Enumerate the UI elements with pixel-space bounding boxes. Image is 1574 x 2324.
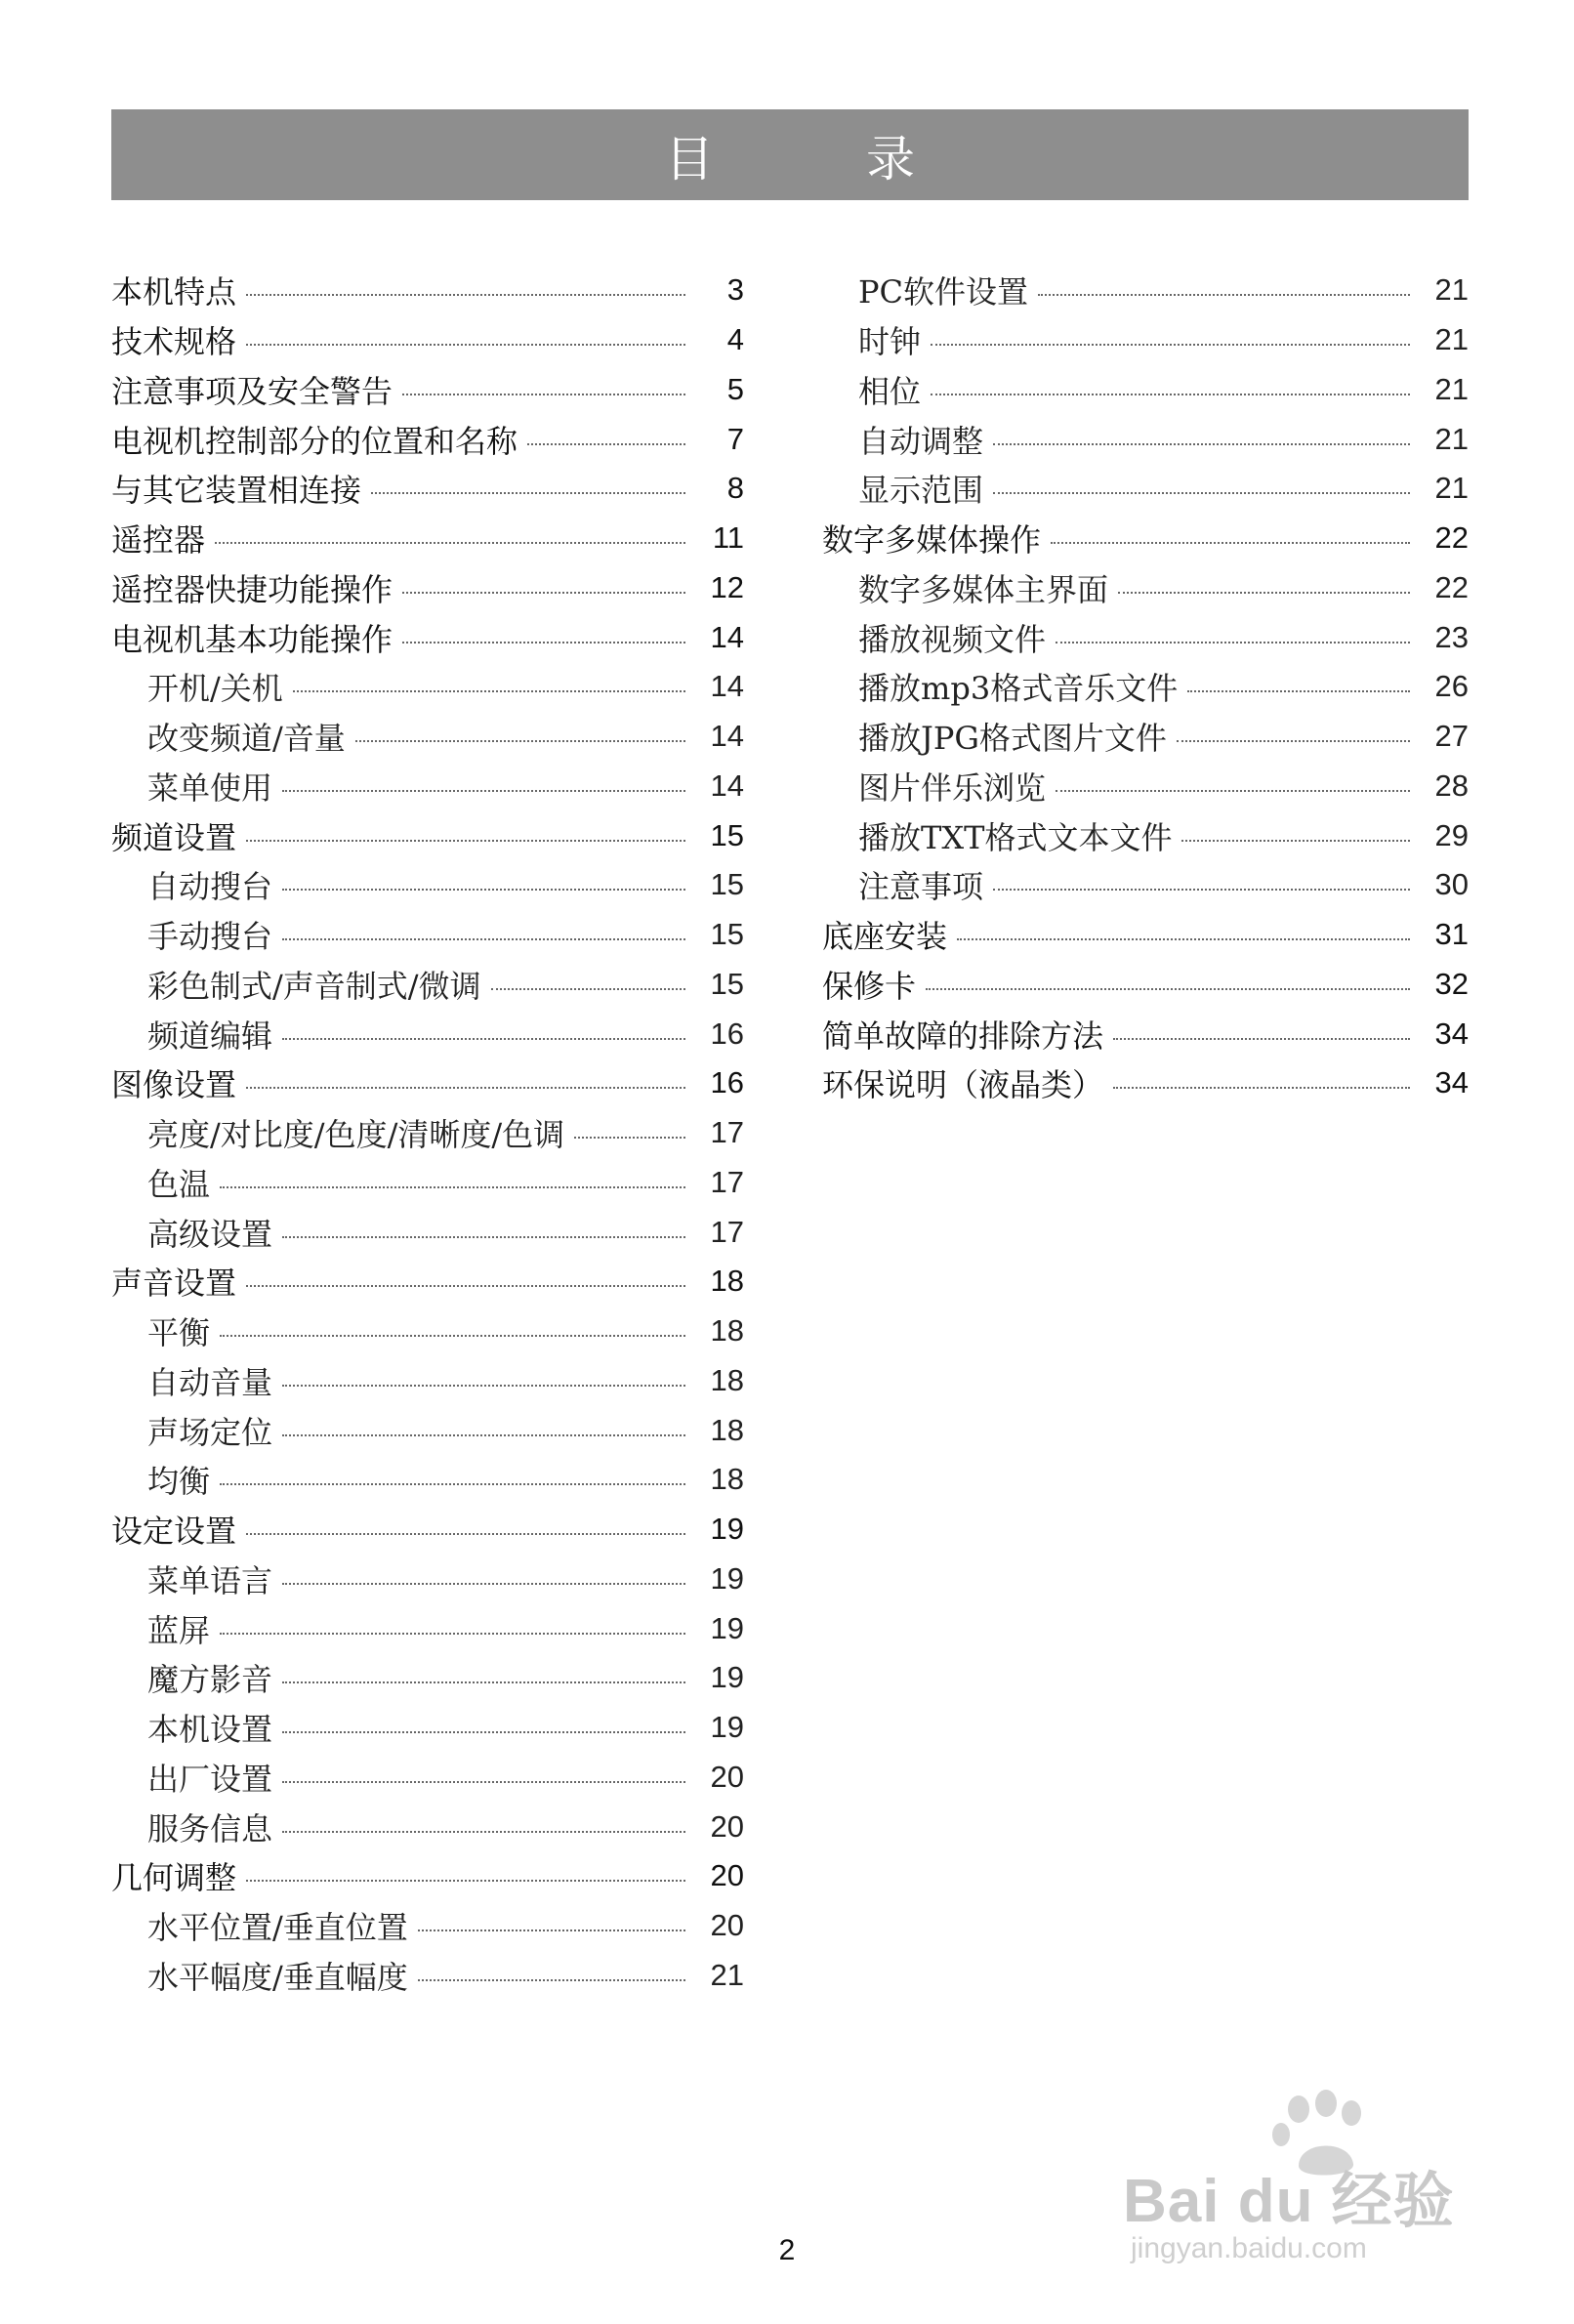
toc-entry-page: 20 [710, 1808, 744, 1844]
toc-entry-label: 出厂设置 [147, 1760, 273, 1798]
dot-leader [246, 1880, 685, 1882]
dot-leader [993, 492, 1410, 494]
toc-chapter-entry [111, 266, 744, 315]
toc-entry-page: 19 [710, 1512, 744, 1547]
toc-entry-label: 菜单语言 [147, 1561, 273, 1599]
toc-entry-page: 18 [710, 1362, 744, 1397]
toc-section-entry [111, 860, 744, 910]
dot-leader [282, 1731, 685, 1733]
toc-entry-label: 声音设置 [111, 1265, 237, 1303]
toc-entry-label: 显示范围 [858, 472, 984, 510]
dot-leader [371, 492, 685, 494]
toc-right-column [822, 266, 1469, 1108]
toc-section-entry [111, 762, 744, 811]
toc-entry-page: 15 [710, 917, 744, 952]
toc-entry-label: 图片伴乐浏览 [858, 768, 1047, 807]
dot-leader [1118, 592, 1410, 594]
dot-leader [282, 1831, 685, 1833]
toc-section-entry [822, 365, 1469, 415]
toc-section-entry [822, 810, 1469, 860]
toc-entry-page: 22 [1434, 569, 1469, 604]
toc-title-bar [111, 109, 1469, 200]
toc-entry-page: 18 [710, 1462, 744, 1497]
dot-leader [402, 394, 685, 395]
toc-entry-page: 19 [710, 1660, 744, 1695]
toc-section-entry [111, 662, 744, 712]
toc-entry-page: 23 [1434, 619, 1469, 654]
dot-leader [993, 889, 1410, 891]
toc-section-entry [111, 1207, 744, 1257]
toc-section-entry [822, 315, 1469, 365]
toc-entry-label: 播放视频文件 [858, 620, 1047, 658]
toc-entry-label: 声场定位 [147, 1413, 273, 1451]
toc-section-entry [822, 266, 1469, 315]
toc-entry-page: 21 [1434, 322, 1469, 357]
toc-section-entry [111, 960, 744, 1010]
dot-leader [926, 988, 1410, 990]
toc-entry-page: 20 [710, 1759, 744, 1794]
toc-chapter-entry [111, 315, 744, 365]
toc-entry-label: 自动音量 [147, 1363, 273, 1401]
dot-leader [418, 1930, 685, 1931]
toc-section-entry [822, 464, 1469, 514]
toc-section-entry [822, 712, 1469, 762]
toc-entry-page: 16 [710, 1016, 744, 1051]
toc-section-entry [111, 712, 744, 762]
toc-entry-page: 21 [1434, 371, 1469, 406]
toc-entry-label: 本机设置 [147, 1711, 273, 1749]
dot-leader [1187, 690, 1410, 692]
toc-entry-label: 底座安装 [822, 918, 948, 956]
dot-leader [491, 988, 685, 990]
dot-leader [1051, 542, 1410, 544]
dot-leader [402, 592, 685, 594]
toc-entry-label: 电视机控制部分的位置和名称 [111, 422, 518, 460]
toc-section-entry [822, 612, 1469, 662]
dot-leader [993, 443, 1410, 445]
toc-entry-label: 自动搜台 [147, 868, 273, 906]
toc-entry-label: 播放JPG格式图片文件 [858, 720, 1167, 758]
toc-entry-label: 几何调整 [111, 1859, 237, 1897]
toc-chapter-entry [111, 514, 744, 563]
toc-section-entry [111, 1307, 744, 1356]
toc-entry-page: 30 [1434, 867, 1469, 902]
toc-entry-label: 数字多媒体操作 [822, 521, 1042, 560]
dot-leader [220, 1186, 685, 1188]
toc-section-entry [822, 563, 1469, 613]
toc-entry-label: PC软件设置 [858, 273, 1029, 311]
dot-leader [1113, 1087, 1410, 1089]
toc-chapter-entry [111, 1505, 744, 1555]
toc-entry-label: 保修卡 [822, 967, 917, 1005]
toc-section-entry [822, 762, 1469, 811]
dot-leader [282, 1236, 685, 1238]
dot-leader [220, 1483, 685, 1485]
dot-leader [293, 690, 685, 692]
dot-leader [282, 1781, 685, 1783]
toc-entry-label: 高级设置 [147, 1215, 273, 1253]
toc-entry-label: 水平幅度/垂直幅度 [147, 1958, 408, 1996]
toc-chapter-entry [111, 464, 744, 514]
dot-leader [220, 1335, 685, 1337]
toc-chapter-entry [111, 365, 744, 415]
toc-entry-page: 34 [1434, 1016, 1469, 1051]
toc-entry-page: 22 [1434, 520, 1469, 556]
toc-entry-label: 播放mp3格式音乐文件 [858, 670, 1179, 708]
dot-leader [246, 1087, 685, 1089]
toc-entry-label: 平衡 [147, 1314, 211, 1352]
toc-chapter-entry [111, 1851, 744, 1901]
dot-leader [246, 1285, 685, 1287]
dot-leader [282, 790, 685, 792]
toc-entry-page: 14 [710, 669, 744, 704]
dot-leader [1177, 740, 1410, 742]
dot-leader [282, 1385, 685, 1387]
toc-entry-label: 播放TXT格式文本文件 [858, 818, 1173, 856]
toc-entry-label: 本机特点 [111, 273, 237, 311]
toc-chapter-entry [111, 1257, 744, 1307]
dot-leader [282, 1038, 685, 1040]
dot-leader [957, 938, 1410, 940]
toc-entry-label: 频道设置 [111, 818, 237, 856]
toc-entry-page: 21 [1434, 421, 1469, 456]
toc-chapter-entry [111, 612, 744, 662]
toc-chapter-entry [111, 1058, 744, 1108]
page-title: 目 录 [665, 130, 983, 187]
toc-entry-label: 环保说明（液晶类） [822, 1066, 1104, 1104]
toc-section-entry [822, 860, 1469, 910]
toc-section-entry [111, 1455, 744, 1505]
toc-entry-label: 图像设置 [111, 1066, 237, 1104]
toc-entry-page: 18 [710, 1264, 744, 1299]
toc-section-entry [111, 1158, 744, 1208]
toc-chapter-entry [822, 910, 1469, 960]
dot-leader [220, 1633, 685, 1635]
toc-entry-label: 遥控器快捷功能操作 [111, 570, 394, 608]
toc-entry-page: 14 [710, 768, 744, 803]
toc-entry-page: 29 [1434, 817, 1469, 852]
toc-entry-label: 相位 [858, 372, 922, 410]
toc-entry-page: 12 [710, 569, 744, 604]
toc-entry-label: 改变频道/音量 [147, 720, 346, 758]
toc-entry-label: 均衡 [147, 1463, 211, 1501]
toc-entry-page: 7 [726, 421, 744, 456]
toc-entry-page: 18 [710, 1412, 744, 1447]
dot-leader [574, 1137, 685, 1139]
dot-leader [246, 294, 685, 296]
toc-section-entry [111, 910, 744, 960]
dot-leader [355, 740, 685, 742]
toc-entry-page: 8 [726, 471, 744, 506]
dot-leader [1056, 790, 1410, 792]
toc-entry-label: 亮度/对比度/色度/清晰度/色调 [147, 1116, 565, 1154]
toc-entry-page: 14 [710, 619, 744, 654]
dot-leader [215, 542, 685, 544]
toc-entry-page: 15 [710, 966, 744, 1001]
toc-chapter-entry [822, 514, 1469, 563]
toc-entry-page: 11 [712, 520, 744, 556]
toc-entry-label: 彩色制式/声音制式/微调 [147, 967, 481, 1005]
toc-entry-label: 注意事项 [858, 868, 984, 906]
toc-entry-label: 菜单使用 [147, 768, 273, 807]
toc-entry-page: 32 [1434, 966, 1469, 1001]
toc-section-entry [111, 1703, 744, 1753]
toc-entry-label: 技术规格 [111, 323, 237, 361]
toc-entry-label: 蓝屏 [147, 1611, 211, 1649]
toc-entry-page: 5 [726, 371, 744, 406]
toc-section-entry [111, 1356, 744, 1406]
dot-leader [931, 344, 1410, 346]
watermark-brand: Bai du 经验 [1123, 2168, 1455, 2235]
toc-entry-label: 与其它装置相连接 [111, 472, 362, 510]
toc-entry-page: 31 [1434, 917, 1469, 952]
toc-entry-page: 15 [710, 867, 744, 902]
toc-section-entry [111, 1901, 744, 1951]
toc-entry-page: 27 [1434, 719, 1469, 754]
dot-leader [282, 938, 685, 940]
toc-entry-label: 开机/关机 [147, 670, 283, 708]
toc-entry-page: 26 [1434, 669, 1469, 704]
toc-chapter-entry [822, 960, 1469, 1010]
toc-section-entry [111, 1108, 744, 1158]
toc-section-entry [111, 1603, 744, 1653]
dot-leader [1113, 1038, 1410, 1040]
page-number: 2 [778, 2234, 796, 2266]
toc-chapter-entry [111, 563, 744, 613]
toc-entry-label: 简单故障的排除方法 [822, 1017, 1104, 1055]
toc-section-entry [111, 1405, 744, 1455]
dot-leader [282, 1583, 685, 1585]
toc-entry-label: 时钟 [858, 323, 922, 361]
toc-entry-page: 19 [710, 1710, 744, 1745]
toc-entry-page: 15 [710, 817, 744, 852]
toc-entry-page: 34 [1434, 1065, 1469, 1100]
dot-leader [282, 1681, 685, 1683]
dot-leader [402, 642, 685, 643]
toc-entry-label: 设定设置 [111, 1513, 237, 1551]
toc-entry-page: 17 [710, 1164, 744, 1199]
toc-entry-page: 17 [710, 1115, 744, 1150]
toc-entry-page: 17 [710, 1214, 744, 1249]
toc-entry-page: 19 [710, 1560, 744, 1596]
toc-chapter-entry [822, 1009, 1469, 1058]
toc-section-entry [822, 414, 1469, 464]
toc-entry-page: 21 [1434, 272, 1469, 308]
dot-leader [1181, 840, 1410, 842]
toc-chapter-entry [822, 1058, 1469, 1108]
toc-section-entry [111, 1951, 744, 2001]
watermark-url: jingyan.baidu.com [1131, 2232, 1367, 2264]
dot-leader [282, 1434, 685, 1436]
toc-entry-page: 20 [710, 1908, 744, 1943]
toc-entry-page: 28 [1434, 768, 1469, 803]
toc-entry-label: 水平位置/垂直位置 [147, 1909, 408, 1947]
toc-entry-page: 14 [710, 719, 744, 754]
dot-leader [527, 443, 685, 445]
dot-leader [282, 889, 685, 891]
toc-section-entry [111, 1555, 744, 1604]
toc-section-entry [111, 1009, 744, 1058]
toc-entry-page: 18 [710, 1313, 744, 1349]
dot-leader [246, 1533, 685, 1535]
toc-entry-label: 自动调整 [858, 422, 984, 460]
toc-entry-label: 注意事项及安全警告 [111, 372, 394, 410]
toc-entry-page: 21 [710, 1957, 744, 1992]
dot-leader [1038, 294, 1410, 296]
toc-entry-label: 遥控器 [111, 521, 206, 560]
dot-leader [418, 1979, 685, 1981]
toc-entry-label: 服务信息 [147, 1809, 273, 1847]
toc-entry-label: 色温 [147, 1165, 211, 1203]
dot-leader [246, 840, 685, 842]
toc-entry-page: 20 [710, 1858, 744, 1893]
toc-entry-page: 16 [710, 1065, 744, 1100]
toc-entry-page: 21 [1434, 471, 1469, 506]
dot-leader [931, 394, 1410, 395]
toc-chapter-entry [111, 810, 744, 860]
toc-entry-label: 手动搜台 [147, 918, 273, 956]
toc-entry-label: 电视机基本功能操作 [111, 620, 394, 658]
toc-section-entry [111, 1753, 744, 1803]
toc-entry-label: 频道编辑 [147, 1017, 273, 1055]
toc-entry-page: 3 [726, 272, 744, 308]
toc-section-entry [111, 1802, 744, 1851]
toc-section-entry [822, 662, 1469, 712]
toc-entry-page: 19 [710, 1610, 744, 1645]
toc-chapter-entry [111, 414, 744, 464]
toc-entry-label: 魔方影音 [147, 1661, 273, 1699]
toc-entry-page: 4 [726, 322, 744, 357]
toc-section-entry [111, 1653, 744, 1703]
dot-leader [246, 344, 685, 346]
dot-leader [1056, 642, 1410, 643]
toc-entry-label: 数字多媒体主界面 [858, 570, 1109, 608]
toc-left-column [111, 266, 744, 2000]
